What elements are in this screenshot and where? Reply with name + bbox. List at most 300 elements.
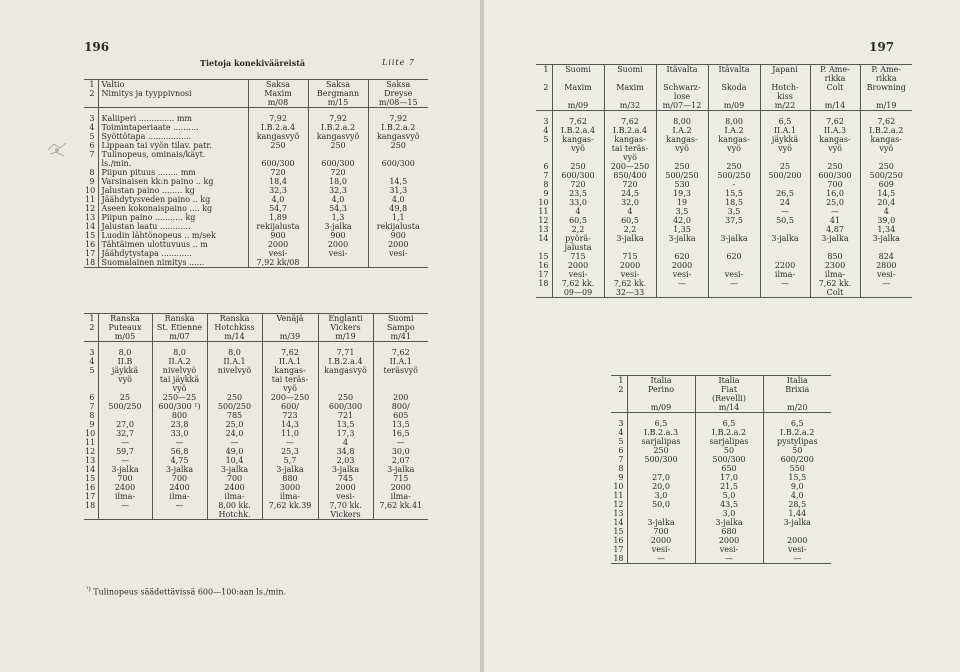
table-cell: 250 xyxy=(308,141,368,150)
table-cell: I.B.2.a.4 xyxy=(552,126,604,135)
row-number: 15 xyxy=(85,473,96,483)
table-cell xyxy=(656,153,708,162)
table-cell: Tähtäimen ulottuvuus .. m xyxy=(98,240,248,249)
table-cell: Hotchk. xyxy=(207,510,262,520)
row-number: 5 xyxy=(618,436,624,446)
row-number: 13 xyxy=(538,224,549,234)
row-number: 18 xyxy=(611,554,627,564)
table-cell: 4 xyxy=(318,438,373,447)
table-row xyxy=(611,527,831,536)
table-cell: 7,62 xyxy=(604,117,656,126)
library-stamp-icon xyxy=(46,140,68,160)
table-cell: 20,4 xyxy=(860,198,912,207)
table-cell xyxy=(627,509,695,518)
table-cell: I.B.2.a.2 xyxy=(695,428,763,437)
table-cell xyxy=(373,384,428,393)
row-number: 3 xyxy=(618,418,624,428)
table-cell: 700 xyxy=(810,180,860,189)
table-cell: 6,5 xyxy=(760,117,810,126)
table-cell: — xyxy=(207,438,262,447)
table-cell: 4,75 xyxy=(152,456,207,465)
table-cell: 6,5 xyxy=(695,419,763,428)
table-row xyxy=(611,464,831,473)
table-cell: 19,3 xyxy=(656,189,708,198)
row-number xyxy=(536,243,552,252)
table-cell: Schwarz- xyxy=(656,83,708,92)
table-cell: — xyxy=(708,279,760,288)
table-row xyxy=(536,198,912,207)
row-number: 13 xyxy=(85,212,96,222)
table-cell: 500/250 xyxy=(207,402,262,411)
table-cell: — xyxy=(627,554,695,564)
table-cell: lose xyxy=(656,92,708,101)
table-cell: m/39 xyxy=(262,332,318,342)
table-cell: I.B.2.a.2 xyxy=(763,428,831,437)
table-cell: 600/300 xyxy=(248,159,308,168)
table-cell: 2,2 xyxy=(604,225,656,234)
table-row xyxy=(84,222,428,231)
table-row xyxy=(84,357,428,366)
table-cell xyxy=(262,510,318,520)
table-cell: pyörä- xyxy=(552,234,604,243)
table-cell: 15,5 xyxy=(708,189,760,198)
table-row xyxy=(84,132,428,141)
table-cell: 21,5 xyxy=(695,482,763,491)
table-cell: 600/300 xyxy=(552,171,604,180)
table-cell: — xyxy=(860,279,912,288)
table-cell: 3-jalka xyxy=(760,234,810,243)
table-cell: ilma- xyxy=(373,492,428,501)
table-cell: 500/300 xyxy=(627,455,695,464)
table-cell: kiss xyxy=(760,92,810,101)
table-cell: 7,92 xyxy=(308,114,368,123)
table-cell xyxy=(207,384,262,393)
table-row xyxy=(536,252,912,261)
table-cell: 824 xyxy=(860,252,912,261)
row-number: 6 xyxy=(618,445,624,455)
table-cell xyxy=(318,375,373,384)
table-cell: 19 xyxy=(656,198,708,207)
row-number: 4 xyxy=(89,122,95,132)
table-cell xyxy=(656,288,708,298)
header-row xyxy=(611,394,831,403)
table-cell: 250—25 xyxy=(152,393,207,402)
table-row xyxy=(84,159,428,168)
table-cell: 900 xyxy=(248,231,308,240)
table-cell: rikka xyxy=(810,74,860,83)
table-cell xyxy=(308,150,368,159)
table-cell: 6,5 xyxy=(763,419,831,428)
table-cell: 50 xyxy=(763,446,831,455)
table-row xyxy=(84,348,428,357)
table-cell: vyö xyxy=(262,384,318,393)
table-cell: 2000 xyxy=(552,261,604,270)
table-cell: 32,3 xyxy=(308,186,368,195)
table-cell: vyö xyxy=(760,144,810,153)
table-cell: 600/ xyxy=(262,402,318,411)
table-cell: 250 xyxy=(318,393,373,402)
footnote-mark: ¹) xyxy=(86,586,91,593)
row-number: 18 xyxy=(85,500,96,510)
table-cell: 720 xyxy=(604,180,656,189)
row-number: 16 xyxy=(538,260,549,270)
table-cell: Kaliiperi .............. mm xyxy=(98,114,248,123)
header-row xyxy=(84,314,428,324)
table-cell: 850 xyxy=(810,252,860,261)
table-cell: 2800 xyxy=(860,261,912,270)
table-row xyxy=(84,429,428,438)
table-row xyxy=(611,554,831,564)
table-cell: Fiat xyxy=(695,385,763,394)
table-cell: 3-jalka xyxy=(152,465,207,474)
table-cell: 3-jalka xyxy=(207,465,262,474)
table-cell: 42,0 xyxy=(656,216,708,225)
table-row xyxy=(536,279,912,288)
row-number: 7 xyxy=(89,401,95,411)
row-number: 15 xyxy=(613,526,624,536)
table-row xyxy=(84,447,428,456)
table-cell: 18,5 xyxy=(708,198,760,207)
table-cell xyxy=(760,180,810,189)
row-number: 9 xyxy=(618,472,624,482)
table-cell: 7,62 xyxy=(552,117,604,126)
table-cell: 4 xyxy=(552,207,604,216)
table-cell: 7,62 kk.39 xyxy=(262,501,318,510)
table-cell: 54,7 xyxy=(248,204,308,213)
table-cell: vesi- xyxy=(604,270,656,279)
table-cell: 700 xyxy=(152,474,207,483)
table-cell: 3-jalka xyxy=(373,465,428,474)
table-cell: kangas- xyxy=(656,135,708,144)
table-cell: ilma- xyxy=(207,492,262,501)
row-number: 12 xyxy=(85,203,96,213)
table-cell: vyö xyxy=(98,375,152,384)
table-cell: 200—250 xyxy=(262,393,318,402)
table-row xyxy=(611,536,831,545)
table-cell: 2400 xyxy=(207,483,262,492)
table-cell: 250 xyxy=(708,162,760,171)
row-number: 16 xyxy=(613,535,624,545)
row-number: 11 xyxy=(85,437,96,447)
table-cell: m/14 xyxy=(695,403,763,413)
row-number: 13 xyxy=(613,508,624,518)
row-number xyxy=(84,332,98,342)
table-row xyxy=(84,195,428,204)
table-cell: 7,62 xyxy=(373,348,428,357)
table-cell: 4,0 xyxy=(308,195,368,204)
table-cell xyxy=(552,153,604,162)
row-number: 8 xyxy=(543,179,549,189)
table-cell: 2000 xyxy=(763,536,831,545)
table-cell: m/07—12 xyxy=(656,101,708,111)
table-row xyxy=(84,438,428,447)
table-cell: 56,8 xyxy=(152,447,207,456)
row-number: 9 xyxy=(89,176,95,186)
table-cell: 1,1 xyxy=(368,213,428,222)
row-number: 2 xyxy=(543,83,549,92)
table-cell: Italia xyxy=(627,376,695,386)
row-number: 10 xyxy=(613,481,624,491)
table-cell: 23,5 xyxy=(552,189,604,198)
table-cell xyxy=(152,510,207,520)
table-cell: 3-jalka xyxy=(98,465,152,474)
table-cell: 50,5 xyxy=(760,216,810,225)
table-cell: 59,7 xyxy=(98,447,152,456)
table-cell xyxy=(860,243,912,252)
header-row xyxy=(536,101,912,111)
row-number: 15 xyxy=(538,251,549,261)
table-cell: 7,71 xyxy=(318,348,373,357)
table-cell: 3-jalka xyxy=(708,234,760,243)
table-cell: II.A.2 xyxy=(152,357,207,366)
table-cell: II.A.1 xyxy=(207,357,262,366)
table-cell: 715 xyxy=(552,252,604,261)
row-number: 9 xyxy=(89,419,95,429)
table-cell: Suomi xyxy=(373,314,428,324)
table-cell xyxy=(810,92,860,101)
table-cell: vyö xyxy=(860,144,912,153)
table-row xyxy=(611,518,831,527)
table-cell: kangas- xyxy=(604,135,656,144)
table-cell xyxy=(760,225,810,234)
table-cell: 27,0 xyxy=(98,420,152,429)
row-number xyxy=(536,288,552,298)
table-cell: 7,70 kk. xyxy=(318,501,373,510)
table-cell: 3-jalka xyxy=(308,222,368,231)
table-cell: m/07 xyxy=(152,332,207,342)
table-cell: 250 xyxy=(860,162,912,171)
footnote xyxy=(86,586,286,597)
row-number: 10 xyxy=(85,185,96,195)
table-cell: kangas- xyxy=(860,135,912,144)
table-row xyxy=(536,180,912,189)
table-cell: Tulinopeus, ominais/käyt. xyxy=(98,150,248,159)
table-row xyxy=(536,216,912,225)
table-cell xyxy=(708,153,760,162)
table-cell: teräsvyö xyxy=(373,366,428,375)
table-cell: 250 xyxy=(552,162,604,171)
table-cell: II.A.3 xyxy=(810,126,860,135)
row-number: 13 xyxy=(85,455,96,465)
table-cell: 600/300 xyxy=(810,171,860,180)
row-number: 3 xyxy=(543,116,549,126)
table-cell: 8,0 xyxy=(152,348,207,357)
table-row xyxy=(84,366,428,375)
table-cell: — xyxy=(373,438,428,447)
row-number xyxy=(84,375,98,384)
table-cell: — xyxy=(152,501,207,510)
table-cell: Puteaux xyxy=(98,323,152,332)
table-row xyxy=(536,288,912,298)
table-row xyxy=(84,249,428,258)
table-cell: vesi- xyxy=(708,270,760,279)
table-cell: Colt xyxy=(810,83,860,92)
table-cell: ilma- xyxy=(98,492,152,501)
table-cell: 700 xyxy=(207,474,262,483)
table-cell: 9,0 xyxy=(763,482,831,491)
table-cell: 7,62 xyxy=(810,117,860,126)
table-row xyxy=(84,420,428,429)
row-number: 7 xyxy=(618,454,624,464)
table-row xyxy=(84,258,428,268)
table-cell: kangas- xyxy=(810,135,860,144)
table-cell: 2000 xyxy=(695,536,763,545)
header-row xyxy=(611,403,831,413)
table-cell: 31,3 xyxy=(368,186,428,195)
table-cell: Jalustan paino ........ kg xyxy=(98,186,248,195)
table-cell: 23,8 xyxy=(152,420,207,429)
table-cell: Jäähdytystapa ............ xyxy=(98,249,248,258)
table-cell: vyö xyxy=(604,153,656,162)
row-number: 10 xyxy=(85,428,96,438)
table-row xyxy=(611,482,831,491)
table-cell: 7,62 kk. xyxy=(810,279,860,288)
table-cell: 54,3 xyxy=(308,204,368,213)
table-cell: 26,5 xyxy=(760,189,810,198)
table-cell: II.B xyxy=(98,357,152,366)
table-cell: 49,8 xyxy=(368,204,428,213)
table-cell: I.B.2.a.4 xyxy=(248,123,308,132)
row-number: 3 xyxy=(89,113,95,123)
table-row xyxy=(536,261,912,270)
table-cell xyxy=(760,243,810,252)
table-cell: 2000 xyxy=(627,536,695,545)
table-cell xyxy=(98,98,248,108)
table-row xyxy=(84,483,428,492)
table-cell: 5,7 xyxy=(262,456,318,465)
table-cell: 30,0 xyxy=(373,447,428,456)
row-number: 15 xyxy=(85,230,96,240)
table-cell: Itävalta xyxy=(708,65,760,75)
table-cell: Suomi xyxy=(604,65,656,75)
row-number: 2 xyxy=(618,385,624,394)
table-cell: 17,0 xyxy=(695,473,763,482)
table-row xyxy=(536,153,912,162)
table-cell: vesi- xyxy=(695,545,763,554)
table-row xyxy=(536,126,912,135)
table-cell: 3-jalka xyxy=(656,234,708,243)
table-cell: Jalustan laatu ............ xyxy=(98,222,248,231)
table-cell: 250 xyxy=(207,393,262,402)
table-row xyxy=(536,171,912,180)
table-cell: 250 xyxy=(248,141,308,150)
table-row xyxy=(84,168,428,177)
table-cell: 10,4 xyxy=(207,456,262,465)
table-cell: Saksa xyxy=(248,80,308,90)
table-cell: 1,44 xyxy=(763,509,831,518)
table-cell: 7,92 kk/08 xyxy=(248,258,308,268)
table-cell: m/41 xyxy=(373,332,428,342)
table-row xyxy=(84,402,428,411)
table-cell: 2000 xyxy=(368,240,428,249)
table-cell: 8,00 kk. xyxy=(207,501,262,510)
row-number xyxy=(84,384,98,393)
table-cell: 16,5 xyxy=(373,429,428,438)
table-cell: 7,62 xyxy=(860,117,912,126)
table-cell: 3,5 xyxy=(656,207,708,216)
row-number: 17 xyxy=(85,248,96,258)
table-cell: 605 xyxy=(373,411,428,420)
table-cell: P. Ame- xyxy=(860,65,912,75)
table-cell xyxy=(604,74,656,83)
table-row xyxy=(536,144,912,153)
table-cell: Luodin lähtönopeus .. m/sek xyxy=(98,231,248,240)
table-row xyxy=(84,186,428,195)
appendix-label: Liite 7 xyxy=(382,58,416,67)
table-cell: Maxim xyxy=(604,83,656,92)
table-cell: I.A.2 xyxy=(656,126,708,135)
table-cell: Varsinaisen kk:n paino .. kg xyxy=(98,177,248,186)
table-cell: 500/250 xyxy=(656,171,708,180)
footnote-text: Tulinopeus säädettävissä 600—100:aan ls./min. xyxy=(93,587,287,597)
table-cell xyxy=(604,92,656,101)
table-cell: Aseen kokonaispaino .... kg xyxy=(98,204,248,213)
table-cell: 785 xyxy=(207,411,262,420)
table-cell: 721 xyxy=(318,411,373,420)
table-cell: 2400 xyxy=(98,483,152,492)
table-cell: 900 xyxy=(308,231,368,240)
table-cell: Saksa xyxy=(368,80,428,90)
table-other-guns xyxy=(84,313,428,520)
table-cell: 7,62 kk. xyxy=(604,279,656,288)
table-cell: Maxim xyxy=(248,89,308,98)
table-row xyxy=(611,428,831,437)
row-number xyxy=(536,101,552,111)
table-cell: Maxim xyxy=(552,83,604,92)
table-row xyxy=(611,437,831,446)
table-cell: Saksa xyxy=(308,80,368,90)
table-cell: 2300 xyxy=(810,261,860,270)
table-cell: 800 xyxy=(152,411,207,420)
table-cell: 3,5 xyxy=(708,207,760,216)
table-cell: 680 xyxy=(695,527,763,536)
table-cell: 24 xyxy=(760,198,810,207)
table-cell: I.B.2.a.2 xyxy=(860,126,912,135)
row-number: 1 xyxy=(84,314,98,324)
row-number: 17 xyxy=(613,544,624,554)
row-number: 12 xyxy=(538,215,549,225)
table-cell xyxy=(763,527,831,536)
row-number: 17 xyxy=(538,269,549,279)
table-cell: 2200 xyxy=(760,261,810,270)
table-cell: 3000 xyxy=(262,483,318,492)
table-cell: vesi- xyxy=(552,270,604,279)
table-row xyxy=(84,213,428,222)
table-cell: 37,5 xyxy=(708,216,760,225)
table-cell: 200—250 xyxy=(604,162,656,171)
table-cell: 1,35 xyxy=(656,225,708,234)
table-row xyxy=(536,189,912,198)
table-cell: 2000 xyxy=(318,483,373,492)
row-number xyxy=(536,144,552,153)
table-row xyxy=(84,465,428,474)
table-cell: 500/250 xyxy=(708,171,760,180)
table-cell: 720 xyxy=(552,180,604,189)
table-cell: m/09 xyxy=(552,101,604,111)
table-cell: Suomi xyxy=(552,65,604,75)
table-row xyxy=(611,455,831,464)
table-row xyxy=(84,177,428,186)
table-cell: — xyxy=(98,501,152,510)
table-cell: Syöttötapa ................. xyxy=(98,132,248,141)
row-number xyxy=(536,92,552,101)
table-cell: kangasvyö xyxy=(248,132,308,141)
table-cell: 609 xyxy=(860,180,912,189)
row-number: 12 xyxy=(85,446,96,456)
table-cell: rekijalusta xyxy=(368,222,428,231)
table-cell: 3,0 xyxy=(627,491,695,500)
table-cell: ilma- xyxy=(760,270,810,279)
